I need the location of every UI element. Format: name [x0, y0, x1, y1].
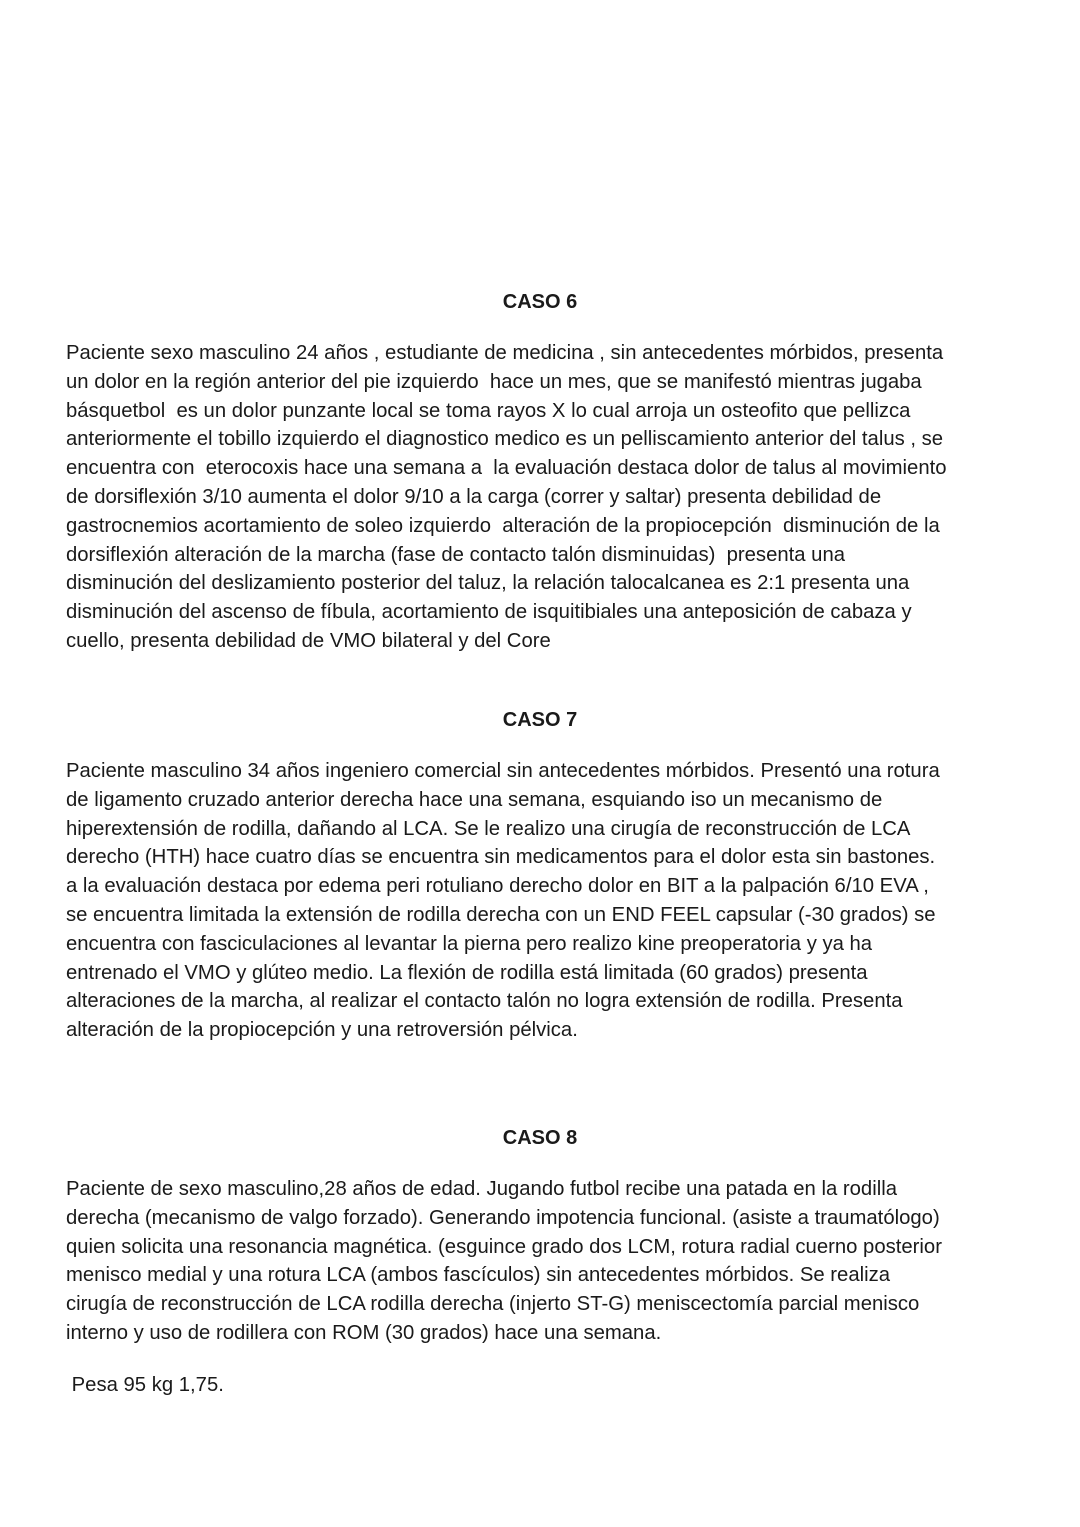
text-line: de ligamento cruzado anterior derecha hace una semana, esquiando iso un mecanismo de: [66, 788, 883, 811]
case-6-title: CASO 6: [502, 291, 578, 313]
text-line: Pesa 95 kg 1,75.: [66, 1374, 224, 1396]
text-line: disminución del ascenso de fíbula, acortamiento de isquitibiales una anteposición de cabaza y: [66, 601, 912, 624]
text-line: Paciente masculino 34 años ingeniero comercial sin antecedentes mórbidos. Presentó una rotura: [66, 760, 940, 782]
text-line: Paciente de sexo masculino,28 años de edad. Jugando futbol recibe una patada en la rodilla: [66, 1178, 897, 1200]
text-line: derecho (HTH) hace cuatro días se encuentra sin medicamentos para el dolor esta sin bastones.: [66, 846, 936, 869]
case-8-title: CASO 8: [502, 1127, 578, 1149]
text-line: menisco medial y una rotura LCA (ambos fascículos) sin antecedentes mórbidos. Se realiza: [66, 1264, 891, 1287]
text-line: de dorsiflexión 3/10 aumenta el dolor 9/10 a la carga (correr y saltar) presenta debilidad de: [66, 485, 882, 508]
case-8-weight-note: [66, 1371, 1026, 1400]
text-line: un dolor en la región anterior del pie izquierdo hace un mes, que se manifestó mientras jugaba: [66, 370, 922, 393]
text-line: hiperextensión de rodilla, dañando al LCA. Se le realizo una cirugía de reconstrucción de LCA: [66, 817, 911, 840]
text-line: a la evaluación destaca por edema peri rotuliano derecho dolor en BIT a la palpación 6/10 EVA ,: [66, 875, 929, 898]
case-8-body: [66, 1175, 1026, 1348]
text-line: alteración de la propiocepción y una retroversión pélvica.: [66, 1019, 578, 1042]
text-line: cirugía de reconstrucción de LCA rodilla derecha (injerto ST-G) meniscectomía parcial menisco: [66, 1293, 920, 1316]
text-line: cuello, presenta debilidad de VMO bilateral y del Core: [66, 629, 551, 652]
text-line: gastrocnemios acortamiento de soleo izquierdo alteración de la propiocepción disminución de la: [66, 514, 940, 537]
text-line: dorsiflexión alteración de la marcha (fase de contacto talón disminuidas) presenta una: [66, 543, 846, 566]
case-7-body: [66, 757, 1026, 1045]
case-6-body: [66, 339, 1026, 656]
text-line: quien solicita una resonancia magnética. (esguince grado dos LCM, rotura radial cuerno posterior: [66, 1235, 942, 1258]
text-line: alteraciones de la marcha, al realizar el contacto talón no logra extensión de rodilla. Presenta: [66, 990, 903, 1013]
text-line: entrenado el VMO y glúteo medio. La flexión de rodilla está limitada (60 grados) presenta: [66, 961, 868, 984]
case-7-title: CASO 7: [502, 709, 578, 731]
text-line: encuentra con fasciculaciones al levantar la pierna pero realizo kine preoperatoria y ya ha: [66, 932, 873, 955]
text-line: interno y uso de rodillera con ROM (30 grados) hace una semana.: [66, 1321, 662, 1344]
text-line: básquetbol es un dolor punzante local se toma rayos X lo cual arroja un osteofito que pellizca: [66, 399, 911, 422]
text-line: Paciente sexo masculino 24 años , estudiante de medicina , sin antecedentes mórbidos, presenta: [66, 342, 944, 364]
text-line: anteriormente el tobillo izquierdo el diagnostico medico es un pelliscamiento anterior del talus , se: [66, 428, 944, 451]
text-line: se encuentra limitada la extensión de rodilla derecha con un END FEEL capsular (-30 grados) se: [66, 903, 936, 926]
text-line: disminución del deslizamiento posterior del taluz, la relación talocalcanea es 2:1 presenta una: [66, 572, 910, 595]
text-line: derecha (mecanismo de valgo forzado). Generando impotencia funcional. (asiste a traumatólogo): [66, 1206, 940, 1229]
text-line: encuentra con eterocoxis hace una semana a la evaluación destaca dolor de talus al movimiento: [66, 457, 947, 480]
